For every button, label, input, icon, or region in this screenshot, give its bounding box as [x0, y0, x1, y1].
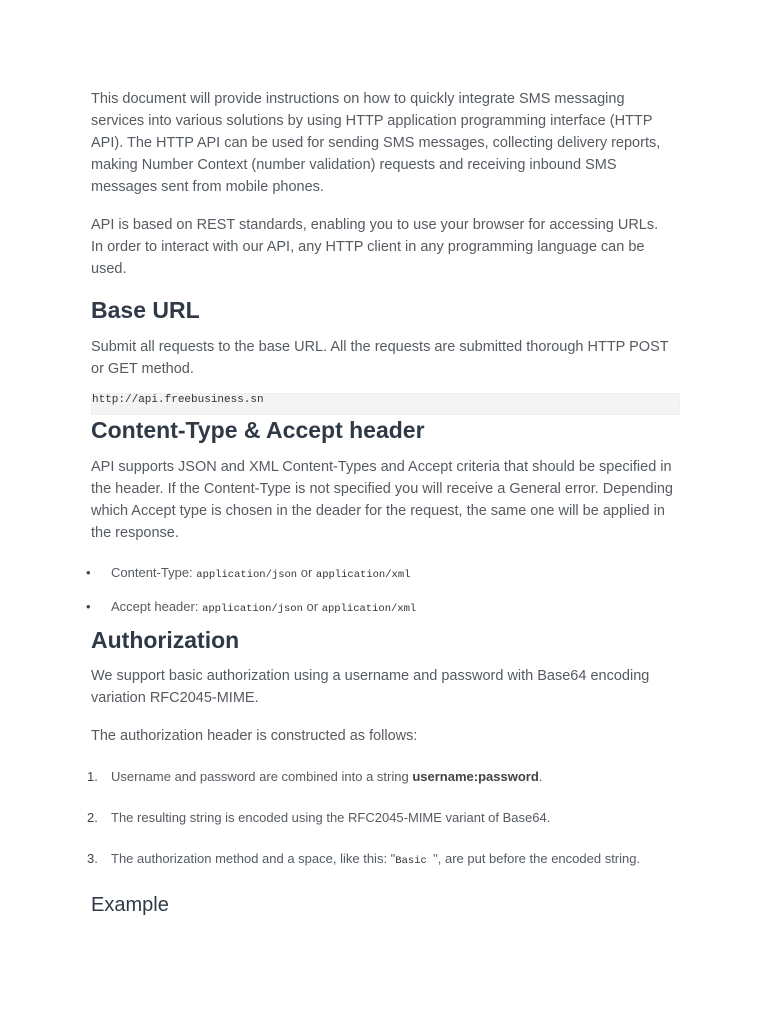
base-url-code-block [91, 393, 680, 415]
or-text: or [302, 599, 322, 614]
code-xml: application/xml [315, 569, 411, 581]
content-type-heading: Content-Type & Accept header [91, 417, 425, 443]
list-item-content-type [86, 564, 671, 584]
code-json: application/json [196, 569, 298, 581]
authorization-steps-2 [87, 809, 681, 827]
quote-open: " [390, 851, 396, 866]
step-1 [87, 768, 681, 786]
or-text: or [297, 565, 316, 580]
authorization-text: We support basic authorization using a username and password with Base64 encoding variation RFC2045-MIME. [91, 668, 650, 706]
step-text: The authorization method and a space, like this: [111, 851, 391, 866]
base-url-code: http://api.freebusiness.sn [92, 394, 264, 406]
step-2 [87, 809, 681, 827]
code-xml: application/xml [321, 603, 417, 615]
authorization-text-2: The authorization header is constructed as follows: [91, 728, 418, 744]
quote-close: " [433, 851, 438, 866]
accept-list [86, 598, 671, 618]
list-item-label: Content-Type: [111, 565, 197, 580]
step-3 [87, 850, 681, 870]
authorization-steps [87, 768, 681, 786]
base-url-heading: Base URL [91, 297, 200, 323]
intro-paragraph-2: API is based on REST standards, enabling you to use your browser for accessing URLs. In order to interact with our API, any HTTP client in any programming language can be used. [91, 217, 659, 277]
step-strong: username:password [412, 769, 539, 784]
step-number: 2. [87, 810, 98, 825]
intro-paragraph-1: This document will provide instructions on how to quickly integrate SMS messaging services into various solutions by using HTTP application programming interface (HTTP API). The HTTP API can be used for sending SMS messages, collecting delivery reports, making Number Context (number validation) requests and receiving inbound SMS messages sent from mobile phones. [91, 91, 661, 195]
base-url-text: Submit all requests to the base URL. All the requests are submitted thorough HTTP POST or GET method. [91, 339, 669, 377]
step-post: , are put before the encoded string. [437, 851, 641, 866]
step-number: 3. [87, 851, 98, 866]
bullet-mark: • [86, 599, 91, 614]
step-number: 1. [87, 769, 98, 784]
list-item-accept-header [86, 598, 671, 618]
step-post: . [538, 769, 543, 784]
step-text: The resulting string is encoded using the RFC2045-MIME variant of Base64. [111, 810, 551, 825]
content-type-list [86, 564, 671, 584]
step-text: Username and password are combined into a string [111, 769, 413, 784]
authorization-steps-3 [87, 850, 681, 870]
content-type-text: API supports JSON and XML Content-Types and Accept criteria that should be specified in the header. If the Content-Type is not specified you will receive a General error. Depending which Accept type is chosen in the deader for the request, the same one will be applied in the response. [91, 459, 673, 541]
code-basic: Basic [395, 855, 434, 867]
list-item-label: Accept header: [111, 599, 203, 614]
example-heading: Example [91, 894, 169, 916]
authorization-heading: Authorization [91, 627, 240, 653]
code-json: application/json [202, 603, 303, 615]
bullet-mark: • [86, 565, 91, 580]
